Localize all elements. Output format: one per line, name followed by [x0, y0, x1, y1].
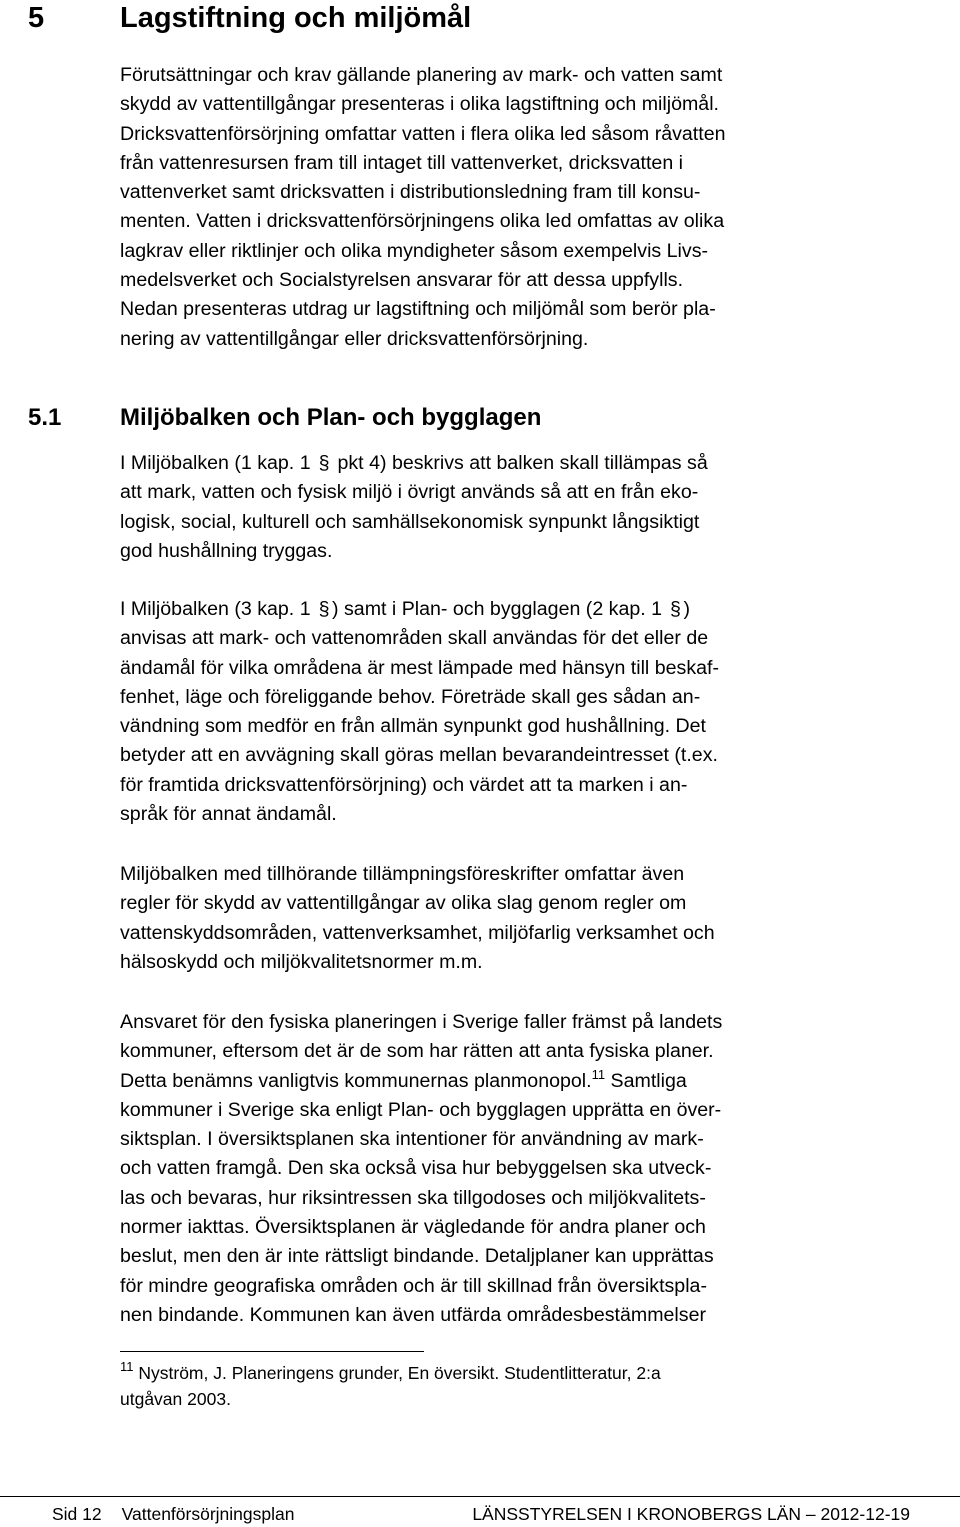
- section-number: 5.1: [28, 404, 62, 431]
- text-line: betyder att en avvägning skall göras mellan bevarandeintresset (t.ex.: [120, 744, 718, 767]
- text-line: medelsverket och Socialstyrelsen ansvarar för att dessa uppfylls.: [120, 269, 684, 292]
- text-line: och vatten framgå. Den ska också visa hur bebyggelsen ska utveck-: [120, 1157, 712, 1180]
- text-line: las och bevaras, hur riksintressen ska tillgodoses och miljökvalitets-: [120, 1186, 706, 1209]
- footnote-text: Nyström, J. Planeringens grunder, En översikt. Studentlitteratur, 2:a: [133, 1363, 661, 1383]
- text-line: kommuner i Sverige ska enligt Plan- och bygglagen upprätta en över-: [120, 1098, 722, 1121]
- text-line: nen bindande. Kommunen kan även utfärda områdesbestämmelser: [120, 1303, 706, 1326]
- page-number: Sid 12: [52, 1504, 102, 1524]
- text-line: Nedan presenteras utdrag ur lagstiftning och miljömål som berör pla-: [120, 298, 716, 321]
- text-fragment: ): [683, 598, 691, 620]
- section-symbol: §: [670, 598, 681, 620]
- text-line: regler för skydd av vattentillgångar av olika slag genom regler om: [120, 892, 687, 915]
- text-line: god hushållning tryggas.: [120, 539, 333, 562]
- text-line: logisk, social, kulturell och samhällsekonomisk synpunkt långsiktigt: [120, 510, 700, 533]
- text-line: kommuner, eftersom det är de som har rätten att anta fysiska planer.: [120, 1040, 714, 1063]
- text-line: vändning som medför en från allmän synpunkt god hushållning. Det: [120, 715, 706, 738]
- footnote-marker: 11: [120, 1359, 134, 1374]
- text-line: språk för annat ändamål.: [120, 803, 337, 826]
- footnote-reference[interactable]: 11: [591, 1066, 606, 1082]
- footer-organization-date: LÄNSSTYRELSEN I KRONOBERGS LÄN – 2012-12-19: [472, 1504, 910, 1524]
- text-line: ändamål för vilka områdena är mest lämpade med hänsyn till beskaf-: [120, 656, 719, 679]
- text-line: normer iakttas. Översiktsplanen är vägledande för andra planer och: [120, 1216, 706, 1239]
- text-line: skydd av vattentillgångar presenteras i olika lagstiftning och miljömål.: [120, 93, 719, 116]
- footer-left: [52, 1503, 294, 1525]
- text-line: utgåvan 2003.: [120, 1389, 231, 1409]
- chapter-heading: [28, 0, 471, 36]
- paragraph-4: [120, 1008, 920, 1330]
- text-line: vattenverket samt dricksvatten i distributionsledning fram till konsu-: [120, 181, 701, 204]
- text-line: beslut, men den är inte rättsligt bindande. Detaljplaner kan upprättas: [120, 1245, 714, 1268]
- text-line: [120, 1067, 920, 1096]
- text-fragment: Detta benämns vanligtvis kommunernas planmonopol.: [120, 1069, 592, 1092]
- text-line: anvisas att mark- och vattenområden skall användas för det eller de: [120, 627, 709, 650]
- footer-divider: [0, 1496, 960, 1497]
- text-line: lagkrav eller riktlinjer och olika myndigheter såsom exempelvis Livs-: [120, 239, 709, 262]
- text-line: att mark, vatten och fysisk miljö i övrigt används så att en från eko-: [120, 481, 699, 504]
- text-line: nering av vattentillgångar eller dricksvattenförsörjning.: [120, 327, 589, 350]
- text-line: för framtida dricksvattenförsörjning) och värdet att ta marken i an-: [120, 773, 688, 796]
- paragraph-3: [120, 860, 920, 977]
- text-fragment: pkt 4) beskrivs att balken skall tillämpas så: [332, 452, 708, 474]
- footnote-divider: [120, 1351, 424, 1352]
- footnote: [120, 1360, 920, 1412]
- text-line: fenhet, läge och föreliggande behov. Företräde skall ges sådan an-: [120, 685, 701, 708]
- text-fragment: ) samt i Plan- och bygglagen (2 kap. 1: [332, 598, 668, 620]
- text-line: siktsplan. I översiktsplanen ska intentioner för användning av mark-: [120, 1128, 704, 1151]
- paragraph-1: [120, 449, 920, 566]
- document-title: Vattenförsörjningsplan: [121, 1504, 295, 1524]
- text-line: menten. Vatten i dricksvattenförsörjningens olika led omfattas av olika: [120, 210, 725, 233]
- text-line: [120, 449, 920, 478]
- text-fragment: Samtliga: [605, 1069, 687, 1092]
- text-line: för mindre geografiska områden och är till skillnad från översiktspla-: [120, 1274, 707, 1297]
- section-symbol: §: [318, 452, 330, 474]
- text-line: vattenskyddsområden, vattenverksamhet, miljöfarlig verksamhet och: [120, 921, 715, 944]
- text-line: Förutsättningar och krav gällande planering av mark- och vatten samt: [120, 64, 723, 86]
- text-line: Ansvaret för den fysiska planeringen i Sverige faller främst på landets: [120, 1011, 723, 1033]
- paragraph-2: [120, 595, 920, 829]
- text-fragment: I Miljöbalken (3 kap. 1: [120, 598, 317, 620]
- section-title: Miljöbalken och Plan- och bygglagen: [120, 404, 542, 431]
- text-line: hälsoskydd och miljökvalitetsnormer m.m.: [120, 950, 483, 973]
- text-line: [120, 595, 920, 624]
- text-line: från vattenresursen fram till intaget till vattenverket, dricksvatten i: [120, 151, 684, 174]
- intro-paragraph: [120, 61, 920, 354]
- text-line: [120, 1360, 920, 1386]
- text-line: Miljöbalken med tillhörande tillämpningsföreskrifter omfattar även: [120, 863, 685, 885]
- text-line: Dricksvattenförsörjning omfattar vatten i flera olika led såsom råvatten: [120, 122, 726, 145]
- section-symbol: §: [318, 598, 330, 620]
- chapter-number: 5: [28, 2, 45, 34]
- text-fragment: I Miljöbalken (1 kap. 1: [120, 452, 317, 474]
- section-heading: [28, 400, 541, 436]
- chapter-title: Lagstiftning och miljömål: [120, 2, 472, 34]
